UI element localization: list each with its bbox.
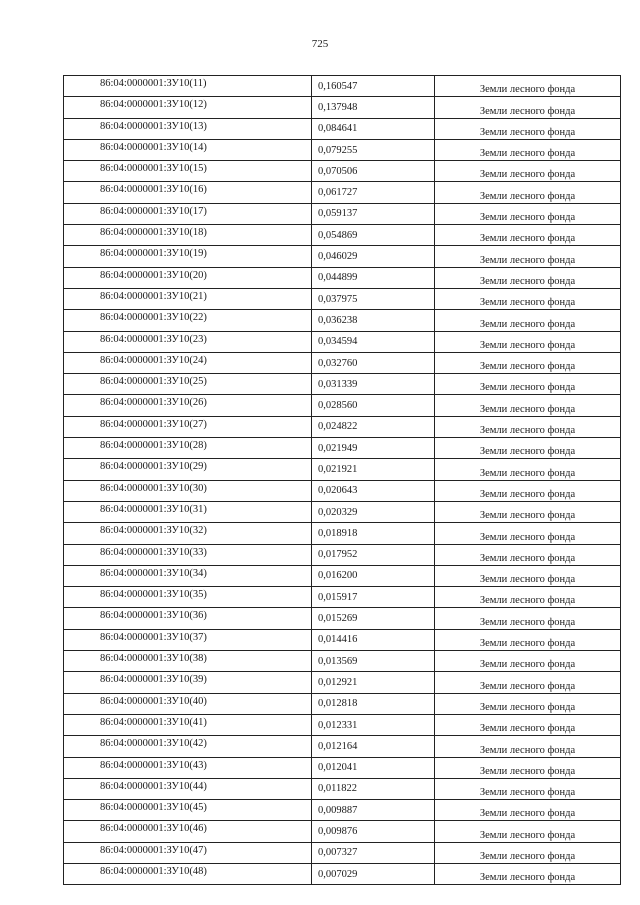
land-category-cell: Земли лесного фонда: [435, 629, 621, 650]
area-cell: [312, 714, 435, 735]
land-category-cell: Земли лесного фонда: [435, 565, 621, 586]
cadastral-number-cell: 86:04:0000001:ЗУ10(34): [64, 565, 312, 586]
area-value: 0,079255: [318, 144, 358, 156]
table-row: [64, 693, 621, 714]
area-value: 0,012041: [318, 762, 358, 774]
area-cell: [312, 629, 435, 650]
area-cell: [312, 395, 435, 416]
area-cell: [312, 480, 435, 501]
area-cell: [312, 118, 435, 139]
land-category-cell: Земли лесного фонда: [435, 501, 621, 522]
table-row: [64, 651, 621, 672]
land-category-cell: Земли лесного фонда: [435, 651, 621, 672]
area-value: 0,016200: [318, 570, 358, 582]
cadastral-number-cell: 86:04:0000001:ЗУ10(17): [64, 203, 312, 224]
land-category-cell: Земли лесного фонда: [435, 800, 621, 821]
area-cell: [312, 651, 435, 672]
area-value: 0,021921: [318, 463, 358, 475]
area-cell: [312, 352, 435, 373]
cadastral-number-cell: 86:04:0000001:ЗУ10(31): [64, 501, 312, 522]
cadastral-number-cell: 86:04:0000001:ЗУ10(48): [64, 863, 312, 884]
area-value: 0,011822: [318, 783, 357, 795]
area-value: 0,012921: [318, 676, 358, 688]
table-row: [64, 629, 621, 650]
area-cell: [312, 608, 435, 629]
area-value: 0,020329: [318, 506, 358, 518]
table-row: [64, 565, 621, 586]
area-cell: [312, 374, 435, 395]
cadastral-number-cell: 86:04:0000001:ЗУ10(30): [64, 480, 312, 501]
table-row: [64, 331, 621, 352]
land-category-cell: Земли лесного фонда: [435, 438, 621, 459]
area-value: 0,017952: [318, 549, 358, 561]
area-value: 0,070506: [318, 165, 358, 177]
table-row: [64, 352, 621, 373]
cadastral-number-cell: 86:04:0000001:ЗУ10(22): [64, 310, 312, 331]
table-row: [64, 374, 621, 395]
cadastral-number-cell: 86:04:0000001:ЗУ10(16): [64, 182, 312, 203]
area-cell: [312, 459, 435, 480]
table-row: [64, 736, 621, 757]
cadastral-number-cell: 86:04:0000001:ЗУ10(15): [64, 161, 312, 182]
table-row: [64, 267, 621, 288]
table-row: [64, 76, 621, 97]
table-row: [64, 118, 621, 139]
table-row: [64, 416, 621, 437]
area-value: 0,012331: [318, 719, 358, 731]
area-cell: [312, 267, 435, 288]
land-category-cell: Земли лесного фонда: [435, 736, 621, 757]
area-value: 0,044899: [318, 272, 358, 284]
area-cell: [312, 501, 435, 522]
table-row: [64, 842, 621, 863]
land-category-cell: Земли лесного фонда: [435, 352, 621, 373]
table-row: [64, 757, 621, 778]
table-row: [64, 225, 621, 246]
cadastral-number-cell: 86:04:0000001:ЗУ10(12): [64, 97, 312, 118]
area-cell: [312, 182, 435, 203]
land-category-cell: Земли лесного фонда: [435, 544, 621, 565]
area-cell: [312, 778, 435, 799]
area-value: 0,013569: [318, 655, 358, 667]
land-category-cell: Земли лесного фонда: [435, 310, 621, 331]
land-category-cell: Земли лесного фонда: [435, 203, 621, 224]
area-cell: [312, 310, 435, 331]
table-row: [64, 310, 621, 331]
cadastral-number-cell: 86:04:0000001:ЗУ10(26): [64, 395, 312, 416]
land-category-cell: Земли лесного фонда: [435, 395, 621, 416]
area-value: 0,012818: [318, 698, 358, 710]
cadastral-number-cell: 86:04:0000001:ЗУ10(32): [64, 523, 312, 544]
table-row: [64, 501, 621, 522]
table-row: [64, 161, 621, 182]
area-cell: [312, 842, 435, 863]
area-value: 0,021949: [318, 442, 358, 454]
land-category-cell: Земли лесного фонда: [435, 76, 621, 97]
land-category-cell: Земли лесного фонда: [435, 842, 621, 863]
area-value: 0,054869: [318, 229, 358, 241]
area-cell: [312, 416, 435, 437]
land-category-cell: Земли лесного фонда: [435, 139, 621, 160]
table-row: [64, 438, 621, 459]
table-row: [64, 459, 621, 480]
land-category-cell: Земли лесного фонда: [435, 246, 621, 267]
area-value: 0,012164: [318, 740, 358, 752]
table-row: [64, 587, 621, 608]
area-cell: [312, 693, 435, 714]
area-cell: [312, 565, 435, 586]
land-category-cell: Земли лесного фонда: [435, 374, 621, 395]
area-value: 0,037975: [318, 293, 358, 305]
land-category-cell: Земли лесного фонда: [435, 608, 621, 629]
area-cell: [312, 736, 435, 757]
land-category-cell: Земли лесного фонда: [435, 416, 621, 437]
cadastral-number-cell: 86:04:0000001:ЗУ10(29): [64, 459, 312, 480]
cadastral-number-cell: 86:04:0000001:ЗУ10(38): [64, 651, 312, 672]
area-value: 0,014416: [318, 634, 358, 646]
land-category-cell: Земли лесного фонда: [435, 714, 621, 735]
area-value: 0,020643: [318, 485, 358, 497]
table-row: [64, 288, 621, 309]
table-row: [64, 523, 621, 544]
cadastral-number-cell: 86:04:0000001:ЗУ10(19): [64, 246, 312, 267]
area-cell: [312, 331, 435, 352]
cadastral-number-cell: 86:04:0000001:ЗУ10(44): [64, 778, 312, 799]
table-row: [64, 778, 621, 799]
land-category-cell: Земли лесного фонда: [435, 587, 621, 608]
cadastral-number-cell: 86:04:0000001:ЗУ10(14): [64, 139, 312, 160]
area-cell: [312, 438, 435, 459]
area-cell: [312, 225, 435, 246]
table-body: [64, 76, 621, 885]
area-value: 0,009887: [318, 804, 358, 816]
cadastral-number-cell: 86:04:0000001:ЗУ10(46): [64, 821, 312, 842]
table-row: [64, 863, 621, 884]
cadastral-number-cell: 86:04:0000001:ЗУ10(23): [64, 331, 312, 352]
cadastral-number-cell: 86:04:0000001:ЗУ10(11): [64, 76, 312, 97]
cadastral-number-cell: 86:04:0000001:ЗУ10(33): [64, 544, 312, 565]
land-category-cell: Земли лесного фонда: [435, 267, 621, 288]
area-cell: [312, 97, 435, 118]
page-number: 725: [311, 38, 329, 50]
area-value: 0,018918: [318, 527, 358, 539]
land-category-cell: Земли лесного фонда: [435, 480, 621, 501]
area-cell: [312, 587, 435, 608]
area-value: 0,046029: [318, 251, 358, 263]
table-row: [64, 395, 621, 416]
cadastral-number-cell: 86:04:0000001:ЗУ10(21): [64, 288, 312, 309]
area-value: 0,028560: [318, 400, 358, 412]
cadastral-number-cell: 86:04:0000001:ЗУ10(13): [64, 118, 312, 139]
land-category-cell: Земли лесного фонда: [435, 97, 621, 118]
area-cell: [312, 161, 435, 182]
table-row: [64, 821, 621, 842]
cadastral-number-cell: 86:04:0000001:ЗУ10(39): [64, 672, 312, 693]
table-row: [64, 544, 621, 565]
area-value: 0,032760: [318, 357, 358, 369]
cadastral-number-cell: 86:04:0000001:ЗУ10(41): [64, 714, 312, 735]
cadastral-number-cell: 86:04:0000001:ЗУ10(27): [64, 416, 312, 437]
area-cell: [312, 203, 435, 224]
table-row: [64, 203, 621, 224]
area-value: 0,061727: [318, 187, 358, 199]
cadastral-number-cell: 86:04:0000001:ЗУ10(35): [64, 587, 312, 608]
land-category-cell: Земли лесного фонда: [435, 182, 621, 203]
table-row: [64, 97, 621, 118]
area-value: 0,009876: [318, 826, 358, 838]
table-row: [64, 139, 621, 160]
table-row: [64, 608, 621, 629]
area-cell: [312, 863, 435, 884]
cadastral-number-cell: 86:04:0000001:ЗУ10(24): [64, 352, 312, 373]
table-row: [64, 714, 621, 735]
area-value: 0,084641: [318, 123, 358, 135]
cadastral-number-cell: 86:04:0000001:ЗУ10(40): [64, 693, 312, 714]
area-cell: [312, 757, 435, 778]
area-cell: [312, 800, 435, 821]
cadastral-number-cell: 86:04:0000001:ЗУ10(47): [64, 842, 312, 863]
land-category-cell: Земли лесного фонда: [435, 225, 621, 246]
area-value: 0,160547: [318, 80, 358, 92]
cadastral-number-cell: 86:04:0000001:ЗУ10(18): [64, 225, 312, 246]
area-value: 0,059137: [318, 208, 358, 220]
land-category-cell: Земли лесного фонда: [435, 118, 621, 139]
cadastral-number-cell: 86:04:0000001:ЗУ10(43): [64, 757, 312, 778]
area-value: 0,007327: [318, 847, 358, 859]
area-cell: [312, 672, 435, 693]
land-plots-table: [63, 75, 621, 885]
area-cell: [312, 246, 435, 267]
land-category-cell: Земли лесного фонда: [435, 757, 621, 778]
cadastral-number-cell: 86:04:0000001:ЗУ10(36): [64, 608, 312, 629]
area-value: 0,015269: [318, 613, 358, 625]
land-category-cell: Земли лесного фонда: [435, 523, 621, 544]
land-category-cell: Земли лесного фонда: [435, 693, 621, 714]
area-value: 0,007029: [318, 868, 358, 880]
land-category-cell: Земли лесного фонда: [435, 161, 621, 182]
land-category-cell: Земли лесного фонда: [435, 331, 621, 352]
area-value: 0,034594: [318, 336, 358, 348]
table-row: [64, 182, 621, 203]
cadastral-number-cell: 86:04:0000001:ЗУ10(45): [64, 800, 312, 821]
area-cell: [312, 821, 435, 842]
area-cell: [312, 523, 435, 544]
area-cell: [312, 76, 435, 97]
cadastral-number-cell: 86:04:0000001:ЗУ10(28): [64, 438, 312, 459]
land-category-cell: Земли лесного фонда: [435, 288, 621, 309]
land-category-cell: Земли лесного фонда: [435, 672, 621, 693]
area-cell: [312, 139, 435, 160]
land-category-cell: Земли лесного фонда: [435, 821, 621, 842]
cadastral-number-cell: 86:04:0000001:ЗУ10(37): [64, 629, 312, 650]
table-row: [64, 800, 621, 821]
cadastral-number-cell: 86:04:0000001:ЗУ10(42): [64, 736, 312, 757]
area-value: 0,031339: [318, 378, 358, 390]
land-category-cell: Земли лесного фонда: [435, 863, 621, 884]
area-cell: [312, 288, 435, 309]
cadastral-number-cell: 86:04:0000001:ЗУ10(20): [64, 267, 312, 288]
area-value: 0,036238: [318, 314, 358, 326]
area-value: 0,015917: [318, 591, 358, 603]
table-row: [64, 672, 621, 693]
table-row: [64, 480, 621, 501]
area-value: 0,024822: [318, 421, 358, 433]
cadastral-number-cell: 86:04:0000001:ЗУ10(25): [64, 374, 312, 395]
table-row: [64, 246, 621, 267]
area-cell: [312, 544, 435, 565]
area-value: 0,137948: [318, 101, 358, 113]
land-category-cell: Земли лесного фонда: [435, 459, 621, 480]
land-category-cell: Земли лесного фонда: [435, 778, 621, 799]
